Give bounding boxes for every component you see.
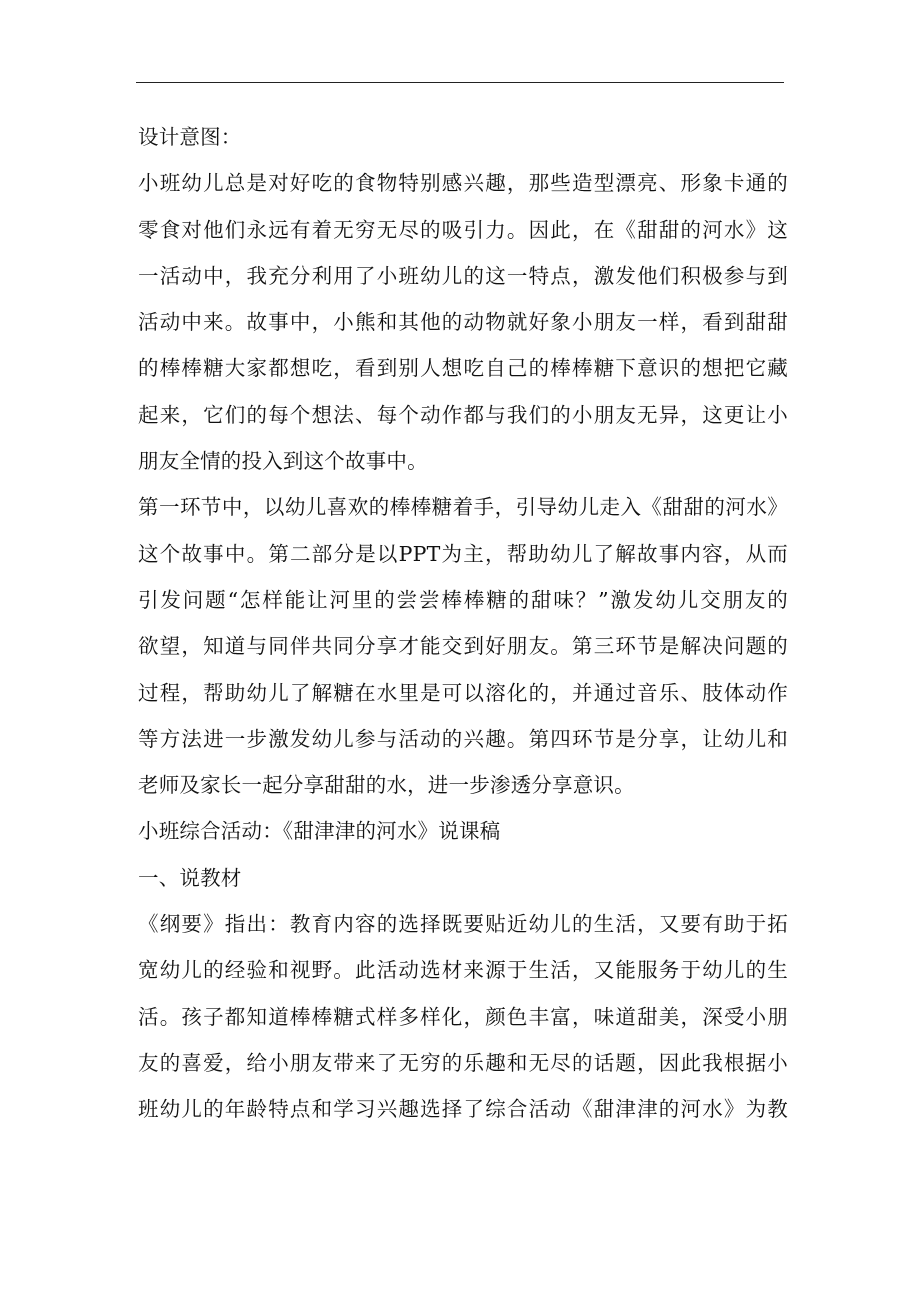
paragraph-line: 活。孩子都知道棒棒糖式样多样化，颜色丰富，味道甜美，深受小朋 bbox=[138, 1004, 788, 1029]
paragraph-line: 第一环节中，以幼儿喜欢的棒棒糖着手，引导幼儿走入《甜甜的河水》 bbox=[138, 495, 788, 520]
paragraph-line: 欲望，知道与同伴共同分享才能交到好朋友。第三环节是解决问题的 bbox=[138, 634, 788, 659]
paragraph-line: 老师及家长一起分享甜甜的水，进一步渗透分享意识。 bbox=[138, 773, 635, 798]
paragraph-line: 友的喜爱，给小朋友带来了无穷的乐趣和无尽的话题，因此我根据小 bbox=[138, 1050, 788, 1075]
document-body bbox=[138, 114, 788, 1133]
paragraph-line: 引发问题“怎样能让河里的尝尝棒棒糖的甜味？”激发幼儿交朋友的 bbox=[138, 587, 788, 612]
paragraph-line: 小班幼儿总是对好吃的食物特别感兴趣，那些造型漂亮、形象卡通的 bbox=[138, 171, 788, 196]
paragraph-line: 《纲要》指出：教育内容的选择既要贴近幼儿的生活，又要有助于拓 bbox=[138, 912, 788, 937]
paragraph-line: 过程，帮助幼儿了解糖在水里是可以溶化的，并通过音乐、肢体动作 bbox=[138, 680, 788, 705]
paragraph-line: 起来，它们的每个想法、每个动作都与我们的小朋友无异，这更让小 bbox=[138, 402, 788, 427]
paragraph-line: 的棒棒糖大家都想吃，看到别人想吃自己的棒棒糖下意识的想把它藏 bbox=[138, 356, 788, 381]
paragraph-line: 班幼儿的年龄特点和学习兴趣选择了综合活动《甜津津的河水》为教 bbox=[138, 1097, 788, 1122]
section-heading-teaching-material: 一、说教材 bbox=[138, 865, 242, 890]
document-title: 小班综合活动：《甜津津的河水》说课稿 bbox=[138, 819, 501, 844]
paragraph-line: 一活动中，我充分利用了小班幼儿的这一特点，激发他们积极参与到 bbox=[138, 263, 788, 288]
paragraph-line: 活动中来。故事中，小熊和其他的动物就好象小朋友一样，看到甜甜 bbox=[138, 310, 788, 335]
header-rule bbox=[136, 82, 784, 83]
paragraph-line: 朋友全情的投入到这个故事中。 bbox=[138, 449, 428, 474]
section-heading-design-intent: 设计意图： bbox=[138, 125, 242, 149]
paragraph-line: 零食对他们永远有着无穷无尽的吸引力。因此，在《甜甜的河水》这 bbox=[138, 217, 788, 242]
paragraph-line: 宽幼儿的经验和视野。此活动选材来源于生活，又能服务于幼儿的生 bbox=[138, 958, 788, 983]
paragraph-line: 等方法进一步激发幼儿参与活动的兴趣。第四环节是分享，让幼儿和 bbox=[138, 726, 788, 751]
paragraph-line: 这个故事中。第二部分是以PPT为主，帮助幼儿了解故事内容，从而 bbox=[138, 541, 788, 566]
